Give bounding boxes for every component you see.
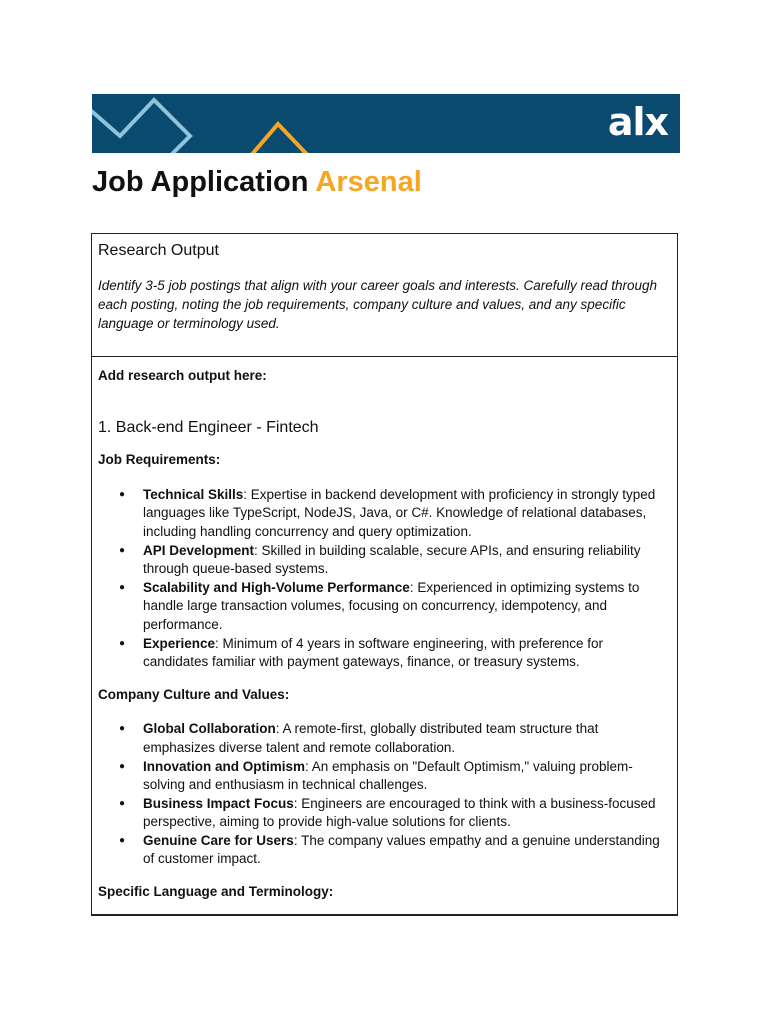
- item-text: : Experienced in optimizing systems to handle large transaction volumes, focusing on concurrency, idempotency, and performance.: [143, 579, 640, 632]
- research-output-cell: [92, 357, 677, 902]
- list-item: [143, 720, 669, 757]
- item-term: Business Impact Focus: [143, 795, 294, 811]
- header-banner: [92, 94, 680, 153]
- title-accent: Arsenal: [315, 166, 422, 198]
- list-item: [143, 832, 669, 869]
- research-header-cell: [92, 234, 677, 357]
- job-title: 1. Back-end Engineer - Fintech: [98, 418, 319, 436]
- item-term: API Development: [143, 542, 255, 558]
- alx-logo: alx: [607, 100, 668, 144]
- research-table: [91, 233, 678, 916]
- list-item: [143, 542, 669, 579]
- item-term: Experience: [143, 635, 216, 651]
- list-item: [143, 579, 669, 635]
- item-text: : An emphasis on "Default Optimism," valuing problem-solving and enthusiasm in technical challenges.: [143, 758, 633, 793]
- item-term: Global Collaboration: [143, 721, 276, 737]
- item-term: Genuine Care for Users: [143, 832, 294, 848]
- item-text: : A remote-first, globally distributed team structure that emphasizes diverse talent and remote collaboration.: [143, 721, 599, 755]
- requirements-label: Job Requirements:: [98, 452, 221, 468]
- item-text: : Skilled in building scalable, secure APIs, and ensuring reliability through queue-based systems.: [143, 542, 641, 577]
- chevron-pattern-icon: [92, 94, 332, 153]
- list-item: [143, 635, 669, 672]
- requirements-list: [98, 486, 669, 672]
- title-main: Job Application: [92, 166, 316, 198]
- item-term: Scalability and High-Volume Performance: [143, 579, 410, 595]
- culture-list: [98, 720, 669, 869]
- list-item: [143, 795, 669, 832]
- list-item: [143, 486, 669, 542]
- research-instructions: Identify 3-5 job postings that align with your career goals and interests. Carefully read through each posting, noting the job requirements, company culture and values, and any specific language or terminology used.: [98, 278, 658, 331]
- item-term: Technical Skills: [143, 486, 244, 502]
- item-term: Innovation and Optimism: [143, 758, 306, 774]
- item-text: : Minimum of 4 years in software engineering, with preference for candidates familiar with payment gateways, finance, or treasury systems.: [143, 635, 603, 670]
- item-text: : The company values empathy and a genuine understanding of customer impact.: [143, 832, 660, 867]
- item-text: : Engineers are encouraged to think with a business-focused perspective, aiming to provide high-value solutions for clients.: [143, 795, 656, 830]
- item-text: : Expertise in backend development with proficiency in strongly typed languages like TypeScript, NodeJS, Java, or C#. Knowledge of relational databases, including handling concurrency and query optimization.: [143, 486, 656, 539]
- terminology-label: Specific Language and Terminology:: [98, 884, 334, 900]
- list-item: [143, 758, 669, 795]
- culture-label: Company Culture and Values:: [98, 686, 290, 702]
- research-heading: Research Output: [98, 242, 219, 259]
- page-title: [92, 166, 422, 199]
- output-label: Add research output here:: [98, 368, 267, 383]
